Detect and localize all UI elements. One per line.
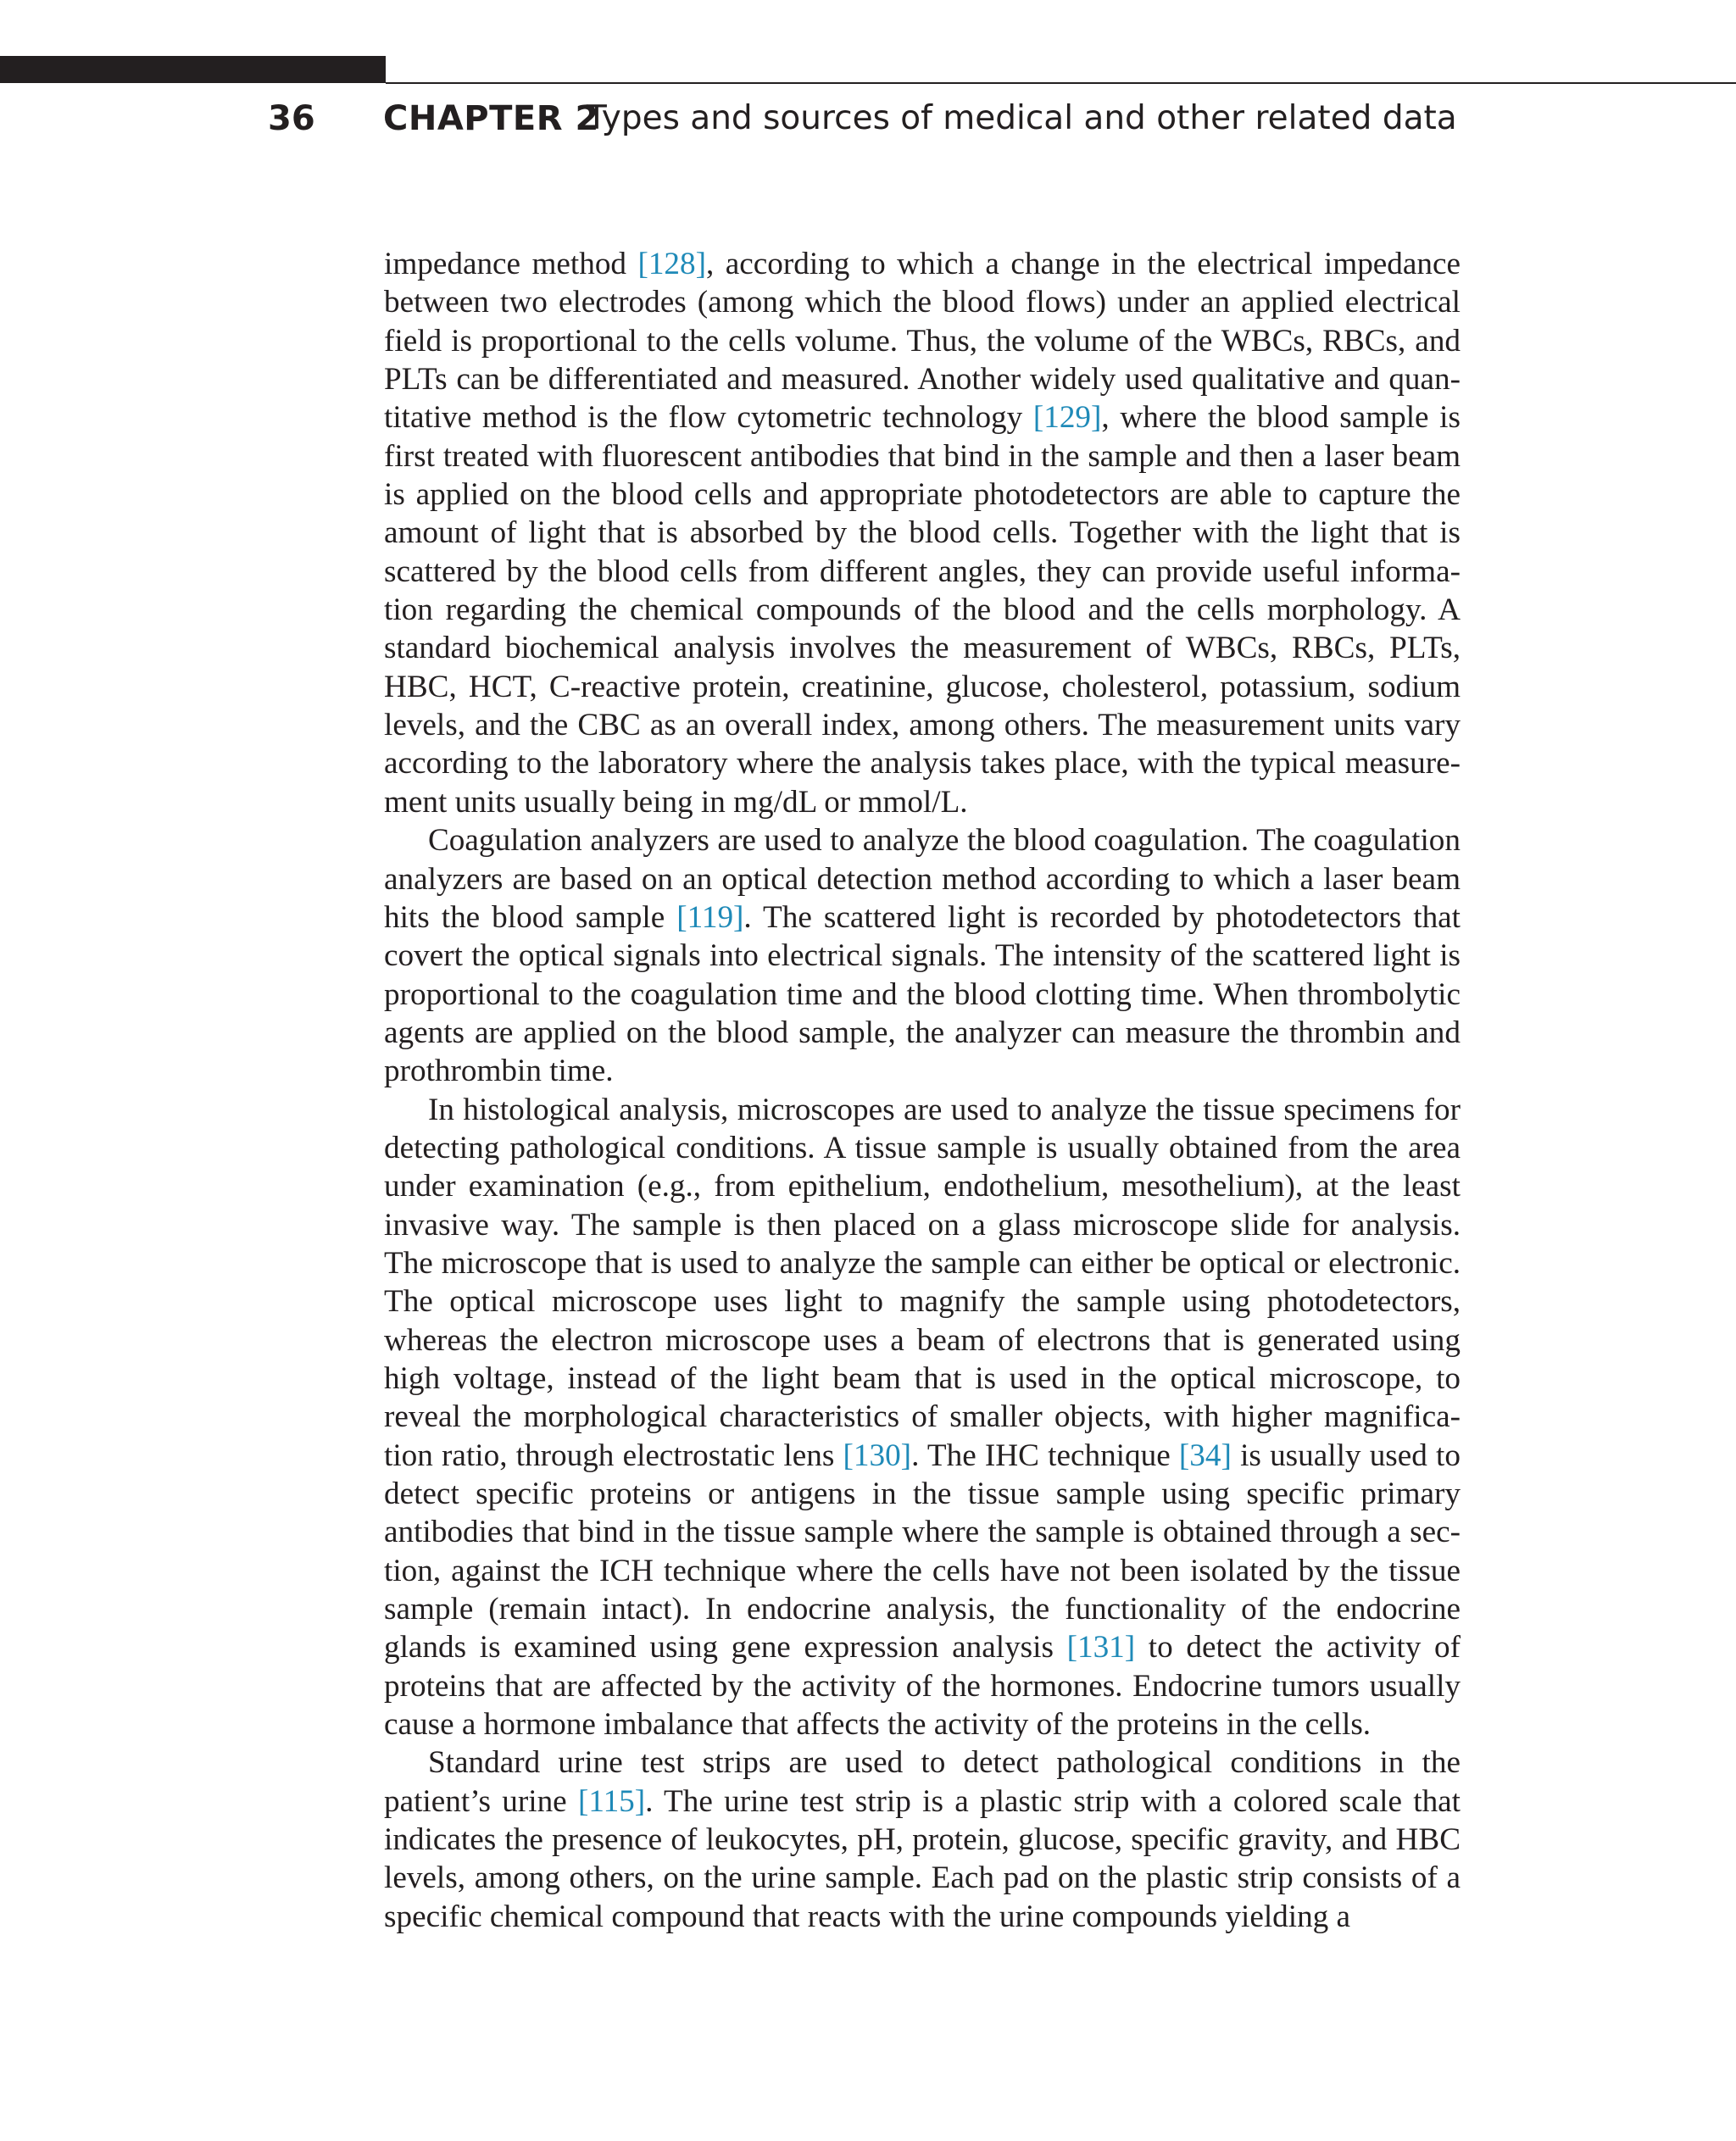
paragraph-text: Standard urine test strips are used to detect pathological conditions in the patient’s urine <box>384 1745 1461 1819</box>
paragraph-text: . The scattered light is recorded by photodetectors that covert the optical signals into electrical signals. The intensity of the scattered light is proportional to the coagulation time and the blood clotting time. When thrombolytic agents are applied on the blood sample, the analyzer can measure the thrombin and prothrombin time. <box>384 899 1461 1089</box>
paragraph <box>384 1091 1461 1744</box>
paragraph-text: . The urine test strip is a plastic strip with a colored scale that indicates the presence of leukocytes, pH, protein, glucose, specific gravity, and HBC levels, among others, on the urine sample. Each pad on the plastic strip consists of a specific chemical compound that reacts with the urine compounds yielding a <box>384 1783 1461 1934</box>
paragraph-text: , where the blood sample is first treated with fluorescent antibodies that bind in the sample and then a laser beam is applied on the blood cells and appropriate photodetectors are able to capture the amount of light that is absorbed by the blood cells. Together with the light that is scattered by the blood cells from different angles, they can provide useful information regarding the chemical compounds of the blood and the cells morphology. A standard biochemical analysis involves the measurement of WBCs, RBCs, PLTs, HBC, HCT, C-reactive protein, creatinine, glucose, cholesterol, potassium, sodium levels, and the CBC as an overall index, among others. The measurement units vary according to the laboratory where the analysis takes place, with the typical measurement units usually being in mg/dL or mmol/L. <box>384 400 1461 820</box>
paragraph-text: is usually used to detect specific proteins or antigens in the tissue sample using specific primary antibodies that bind in the tissue sample where the sample is obtained through a section, against the ICH technique where the cells have not been isolated by the tissue sample (remain intact). In endocrine analysis, the functionality of the endocrine glands is examined using gene expression analysis <box>384 1438 1461 1666</box>
paragraph-text: Coagulation analyzers are used to analyze the blood coagulation. The coagulation analyzers are based on an optical detection method according to which a laser beam hits the blood sample <box>384 823 1461 935</box>
paragraph <box>384 1743 1461 1936</box>
citation-link[interactable]: [131] <box>1066 1630 1136 1666</box>
citation-link[interactable]: [129] <box>1032 400 1102 436</box>
chapter-title: Types and sources of medical and other related data <box>587 99 1457 137</box>
citation-link[interactable]: [128] <box>637 247 707 281</box>
citation-link[interactable]: [119] <box>676 899 744 935</box>
running-head <box>0 93 1736 144</box>
paragraph-text: impedance method <box>384 247 638 281</box>
header-rule <box>386 82 1736 84</box>
citation-link[interactable]: [34] <box>1178 1438 1232 1473</box>
paragraph-text: , according to which a change in the electrical impedance between two electrodes (among which the blood flows) under an applied electrical field is proportional to the cells volume. Thus, the volume of the WBCs, RBCs, and PLTs can be differentiated and measured. Another widely used qualitative and quantitative method is the flow cytometric technology <box>384 247 1461 436</box>
page-number: 36 <box>268 99 315 138</box>
header-bar <box>0 56 386 83</box>
chapter-label: CHAPTER 2 <box>383 99 599 138</box>
paragraph <box>384 821 1461 1090</box>
paragraph-text: . The IHC technique <box>911 1438 1179 1473</box>
paragraph-text: In histological analysis, microscopes are used to analyze the tissue specimens for detecting pathological conditions. A tissue sample is usually obtained from the area under examination (e.g., from epithelium, endothelium, mesothelium), at the least invasive way. The sample is then placed on a glass microscope slide for analysis. The microscope that is used to analyze the sample can either be optical or electronic. The optical microscope uses light to magnify the sample using photodetectors, whereas the electron microscope uses a beam of electrons that is generated using high voltage, instead of the light beam that is used in the optical microscope, to reveal the morphological characteristics of smaller objects, with higher magnification ratio, through electrostatic lens <box>384 1092 1461 1473</box>
body-text <box>384 245 1461 1936</box>
paragraph-text: to detect the activity of proteins that are affected by the activity of the hormones. Endocrine tumors usually cause a hormone imbalance that affects the activity of the proteins in the cells. <box>384 1630 1461 1743</box>
paragraph <box>384 245 1461 821</box>
citation-link[interactable]: [130] <box>843 1438 912 1473</box>
citation-link[interactable]: [115] <box>577 1783 646 1819</box>
